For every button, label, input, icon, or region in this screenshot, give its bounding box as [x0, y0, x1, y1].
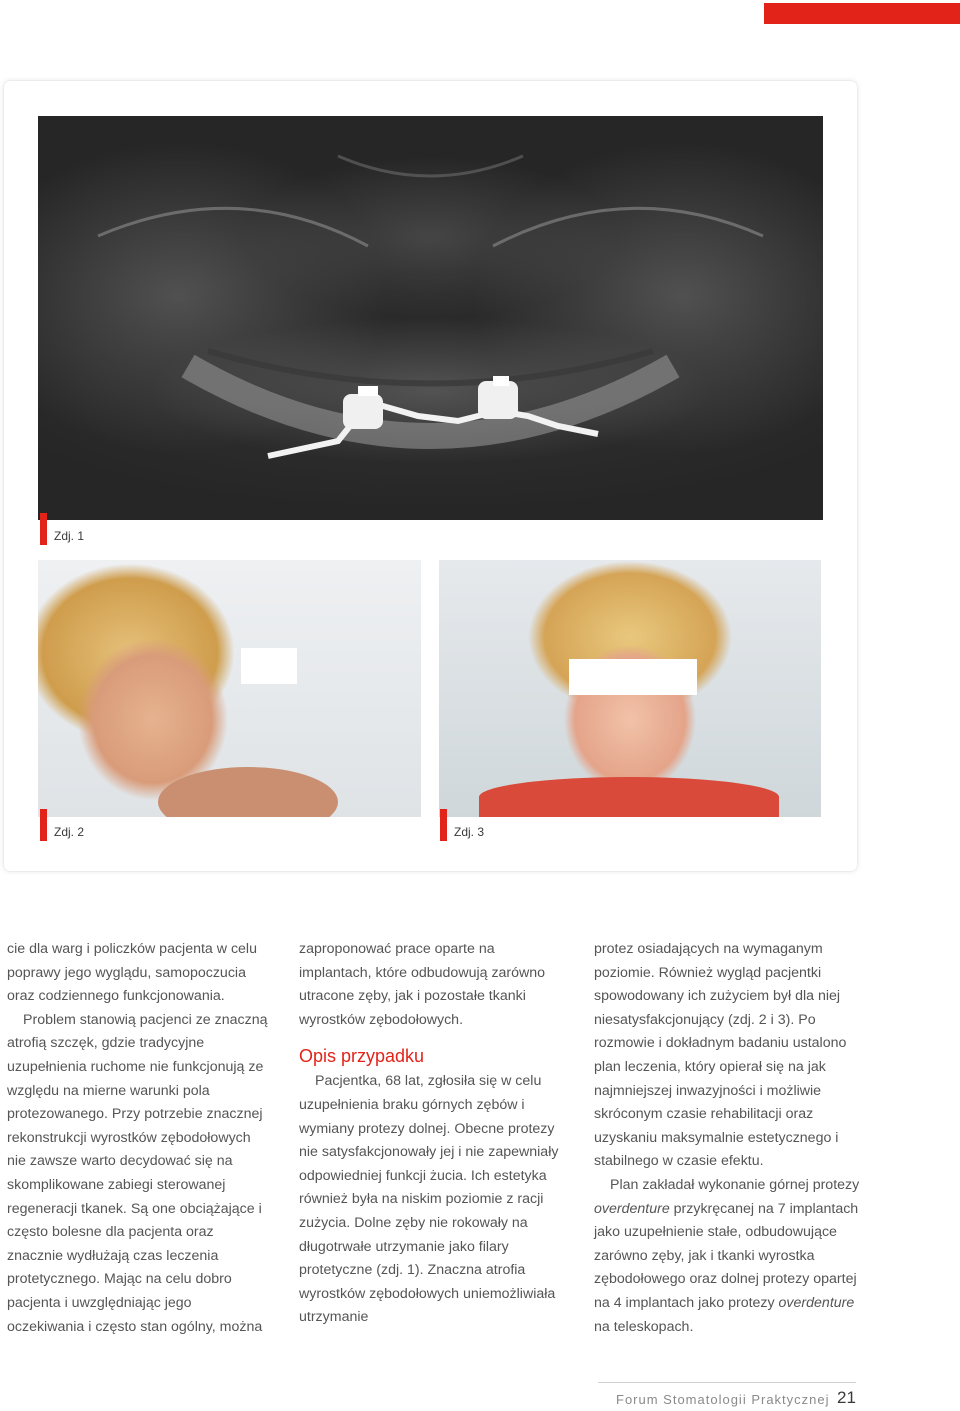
text-run: Plan zakładał wykonanie górnej protezy — [610, 1176, 860, 1193]
panoramic-xray-image — [38, 116, 823, 520]
paragraph: protez osiadających na wymaganym poziomie. Również wygląd pacjentki spowodowany ich zużyciem był dla niej niesatysfakcjonujący (zdj. 2 i 3). Po rozmowie i dokładnym badaniu ustalono plan leczenia, który opierał się na jak najmniejszej inwazyjności i możliwie skróconym czasie rehabilitacji oraz uzyskaniu maksymalnie estetycznego i stabilnego w czasie efektu. — [594, 941, 847, 1170]
patient-profile-photo — [38, 560, 421, 817]
photo-shoulder-shape — [158, 767, 338, 817]
figure-caption-1: Zdj. 1 — [40, 528, 84, 544]
xray-illustration — [38, 116, 823, 520]
text-run: na teleskopach. — [594, 1318, 694, 1335]
text-column-1 — [7, 938, 272, 1339]
privacy-censor-bar-left — [241, 648, 297, 684]
paragraph: cie dla warg i policzków pacjenta w celu poprawy jego wyglądu, samopoczucia oraz codziennego funkcjonowania. — [7, 941, 257, 1005]
page-number: 21 — [837, 1388, 856, 1407]
text-column-2 — [299, 938, 567, 1330]
figure-caption-2: Zdj. 2 — [40, 824, 84, 840]
text-run: przykręcanej na 7 implantach jako uzupełnienie stałe, odbudowujące zarówno zęby, jak i tkanki wyrostka zębodołowego oraz dolnej protezy opartej na 4 implantach jako protezy — [594, 1200, 859, 1311]
section-heading: Opis przypadku — [299, 1046, 425, 1067]
figure-caption-3: Zdj. 3 — [440, 824, 484, 840]
footer-divider — [598, 1382, 856, 1383]
header-accent-bar — [764, 3, 960, 24]
italic-term: overdenture — [778, 1294, 855, 1311]
privacy-censor-bar-right — [569, 659, 697, 695]
italic-term: overdenture — [594, 1200, 670, 1217]
paragraph: Problem stanowią pacjenci ze znaczną atrofią szczęk, gdzie tradycyjne uzupełnienia ruchome nie funkcjonują ze względu na mierne warunki pola protezowanego. Przy potrzebie znacznej rekonstrukcji wyrostków zębodołowych nie zawsze warto decydować się na skomplikowane zabiegi sterowanej regeneracji tkanek. Są one obciążające i często bolesne dla pacjenta oraz znacznie wydłużają czas leczenia protetycznego. Mając na celu dobro pacjenta i uwzględniając jego oczekiwania i często stan ogólny, można — [7, 1011, 268, 1335]
footer-journal-title: Forum Stomatologii Praktycznej — [616, 1392, 830, 1407]
paragraph: Pacjentka, 68 lat, zgłosiła się w celu uzupełnienia braku górnych zębów i wymiany protezy dolnej. Obecne protezy nie satysfakcjonowały jej i nie zapewniały odpowiedniej funkcji żucia. Ich estetyka również była na niskim poziomie z racji zużycia. Dolne zęby nie rokowały na długotrwałe utrzymanie jako filary protetyczne (zdj. 1). Znaczna atrofia wyrostków zębodołowych uniemożliwiała utrzymanie — [299, 1073, 559, 1326]
paragraph — [594, 1174, 860, 1339]
paragraph: zaproponować prace oparte na implantach, które odbudowują zarówno utracone zęby, jak i pozostałe tkanki wyrostków zębodołowych. — [299, 941, 546, 1028]
photo-shirt-shape — [479, 777, 779, 817]
text-column-3 — [594, 938, 860, 1339]
